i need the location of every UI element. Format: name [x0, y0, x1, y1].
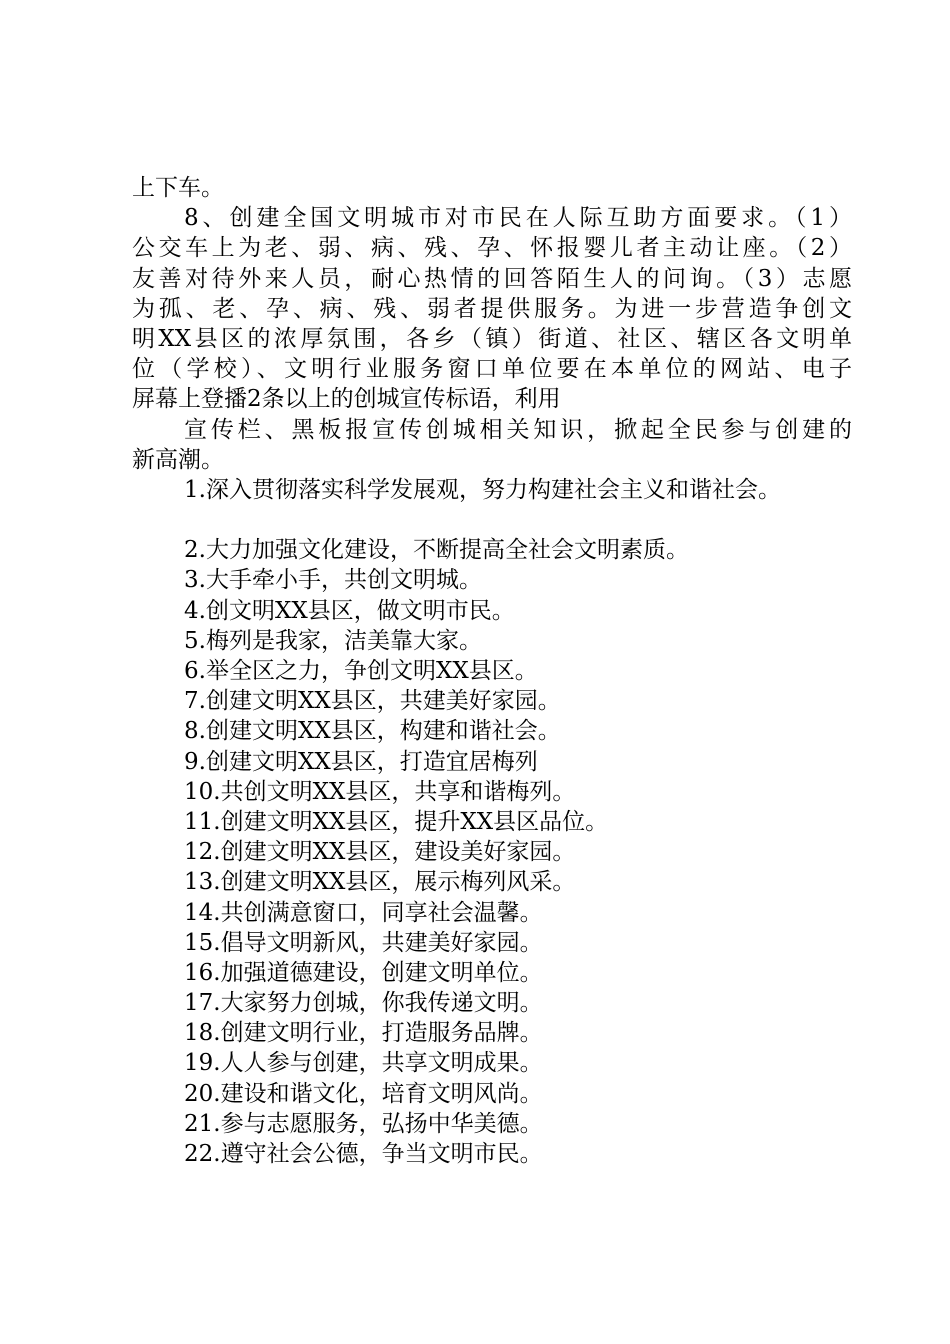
paragraph-line: 为孤、老、孕、病、残、弱者提供服务。为进一步营造争创文: [132, 295, 852, 322]
slogan-item: 6.举全区之力，争创文明XX县区。: [184, 658, 538, 684]
slogan-item: 11.创建文明XX县区，提升XX县区品位。: [184, 808, 609, 835]
paragraph-line: 新高潮。: [132, 446, 224, 473]
slogan-item: 14.共创满意窗口，同享社会温馨。: [184, 899, 543, 926]
paragraph-line: 位（学校）、文明行业服务窗口单位要在本单位的网站、电子: [132, 356, 852, 383]
document-body: [132, 173, 852, 1169]
slogan-item: 17.大家努力创城，你我传递文明。: [184, 990, 543, 1017]
blank-line: [132, 505, 852, 535]
slogan-item: 22.遵守社会公德，争当文明市民。: [184, 1141, 543, 1167]
slogan-item: 8.创建文明XX县区，构建和谐社会。: [184, 718, 561, 745]
slogan-item: 15.倡导文明新风，共建美好家园。: [184, 929, 543, 956]
slogan-item: 18.创建文明行业，打造服务品牌。: [184, 1020, 543, 1047]
paragraph-line: 宣传栏、黑板报宣传创城相关知识，掀起全民参与创建的: [184, 416, 852, 443]
slogan-item: 20.建设和谐文化，培育文明风尚。: [184, 1080, 543, 1107]
slogan-item: 12.创建文明XX县区，建设美好家园。: [184, 839, 576, 866]
slogan-item: 13.创建文明XX县区，展示梅列风采。: [184, 869, 576, 896]
slogan-item: 7.创建文明XX县区，共建美好家园。: [184, 688, 561, 715]
paragraph-line: 屏幕上登播2条以上的创城宣传标语，利用: [132, 386, 561, 413]
slogan-item: 3.大手牵小手，共创文明城。: [184, 567, 482, 594]
paragraph-publicity: [132, 415, 852, 475]
slogan-item: 21.参与志愿服务，弘扬中华美德。: [184, 1110, 543, 1137]
slogan-item: 5.梅列是我家，洁美靠大家。: [184, 627, 482, 654]
slogan-item: 2.大力加强文化建设，不断提高全社会文明素质。: [184, 537, 689, 564]
slogan-item: 19.人人参与创建，共享文明成果。: [184, 1050, 543, 1077]
slogan-item: 10.共创文明XX县区，共享和谐梅列。: [184, 778, 576, 805]
paragraph-continuation: 上下车。: [132, 175, 224, 201]
paragraph-line: 明XX县区的浓厚氛围，各乡（镇）街道、社区、辖区各文明单: [132, 325, 852, 352]
paragraph-line: 8、创建全国文明城市对市民在人际互助方面要求。（1）: [184, 205, 852, 232]
slogan-item: 16.加强道德建设，创建文明单位。: [184, 959, 543, 986]
slogan-item: 4.创文明XX县区，做文明市民。: [184, 597, 515, 624]
paragraph-line: 公交车上为老、弱、病、残、孕、怀报婴儿者主动让座。（2）: [132, 235, 852, 262]
slogan-list: [132, 475, 852, 1169]
paragraph-line: 友善对待外来人员，耐心热情的回答陌生人的问询。（3）志愿: [132, 265, 852, 292]
paragraph-item-8: [132, 203, 852, 414]
slogan-item: 9.创建文明XX县区，打造宜居梅列: [184, 748, 538, 775]
slogan-item: 1.深入贯彻落实科学发展观，努力构建社会主义和谐社会。: [184, 476, 781, 503]
